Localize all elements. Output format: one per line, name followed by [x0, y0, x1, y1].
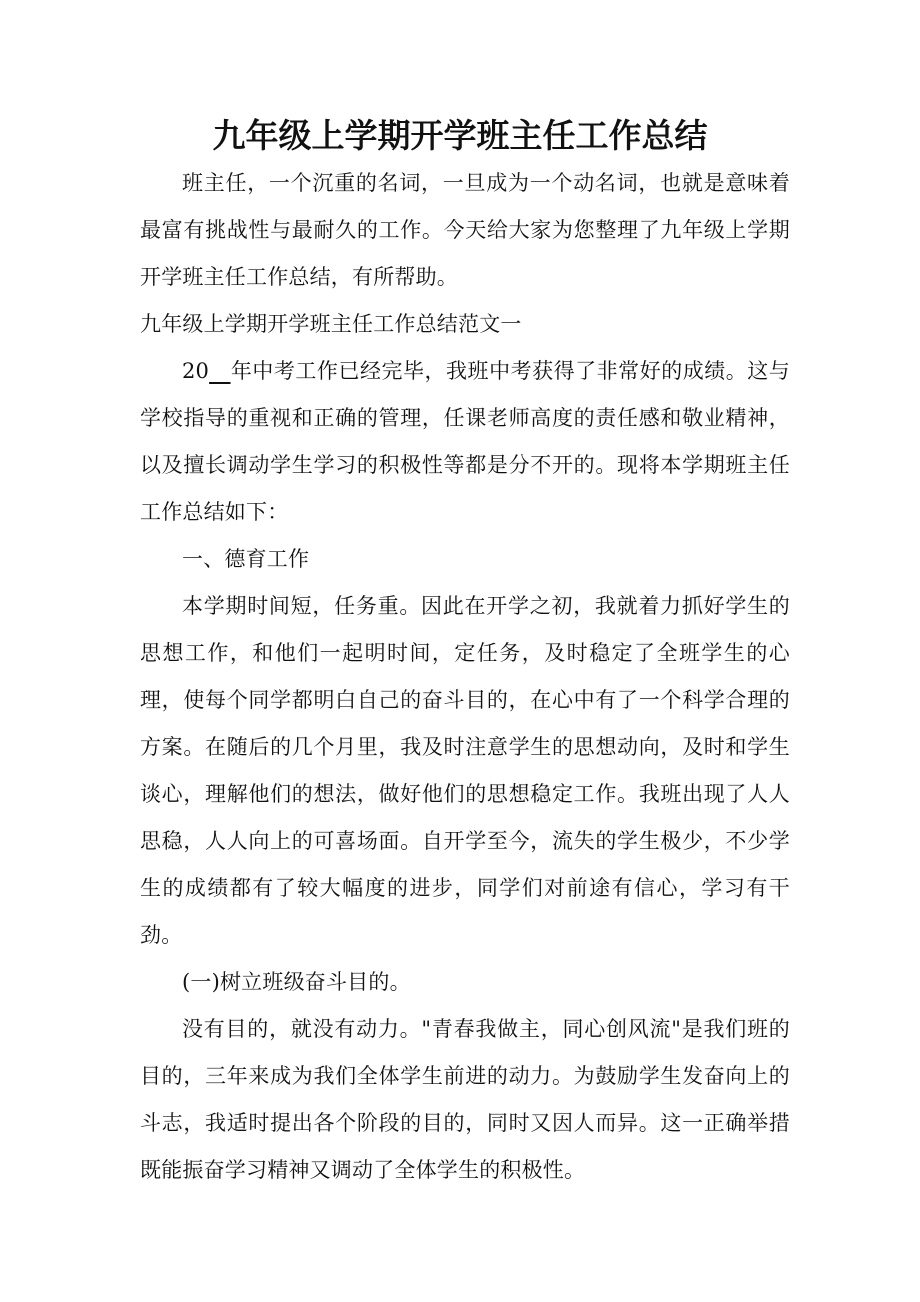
- document-body: [140, 160, 790, 1194]
- paragraph-class-goal: 没有目的，就没有动力。"青春我做主，同心创风流"是我们班的目的，三年来成为我们全体学生前进的动力。为鼓励学生发奋向上的斗志，我适时提出各个阶段的目的，同时又因人而异。这一正确举措既能振奋学习精神又调动了全体学生的积极性。: [140, 1017, 790, 1182]
- paragraph-exam-results-text: 年中考工作已经完毕，我班中考获得了非常好的成绩。这与学校指导的重视和正确的管理，任课老师高度的责任感和敬业精神，以及擅长调动学生学习的积极性等都是分不开的。现将本学期班主任工作总结如下：: [140, 359, 790, 524]
- year-blank: __: [209, 359, 231, 383]
- intro-paragraph: 班主任，一个沉重的名词，一旦成为一个动名词，也就是意味着最富有挑战性与最耐久的工作。今天给大家为您整理了九年级上学期开学班主任工作总结，有所帮助。: [140, 171, 790, 289]
- paragraph-moral-education: 本学期时间短，任务重。因此在开学之初，我就着力抓好学生的思想工作，和他们一起明时间，定任务，及时稳定了全班学生的心理，使每个同学都明白自己的奋斗目的，在心中有了一个科学合理的方案。在随后的几个月里，我及时注意学生的思想动向，及时和学生谈心，理解他们的想法，做好他们的思想稳定工作。我班出现了人人思稳，人人向上的可喜场面。自开学至今，流失的学生极少，不少学生的成绩都有了较大幅度的进步，同学们对前途有信心，学习有干劲。: [140, 594, 790, 947]
- article-subtitle: 九年级上学期开学班主任工作总结范文一: [140, 312, 522, 336]
- year-prefix: 20: [182, 359, 210, 383]
- subsection-heading-class-goal: (一)树立班级奋斗目的。: [182, 970, 411, 994]
- paragraph-exam-results: [140, 348, 790, 536]
- section-heading-moral-education: 一、德育工作: [182, 547, 310, 571]
- document-title: 九年级上学期开学班主任工作总结: [212, 116, 708, 155]
